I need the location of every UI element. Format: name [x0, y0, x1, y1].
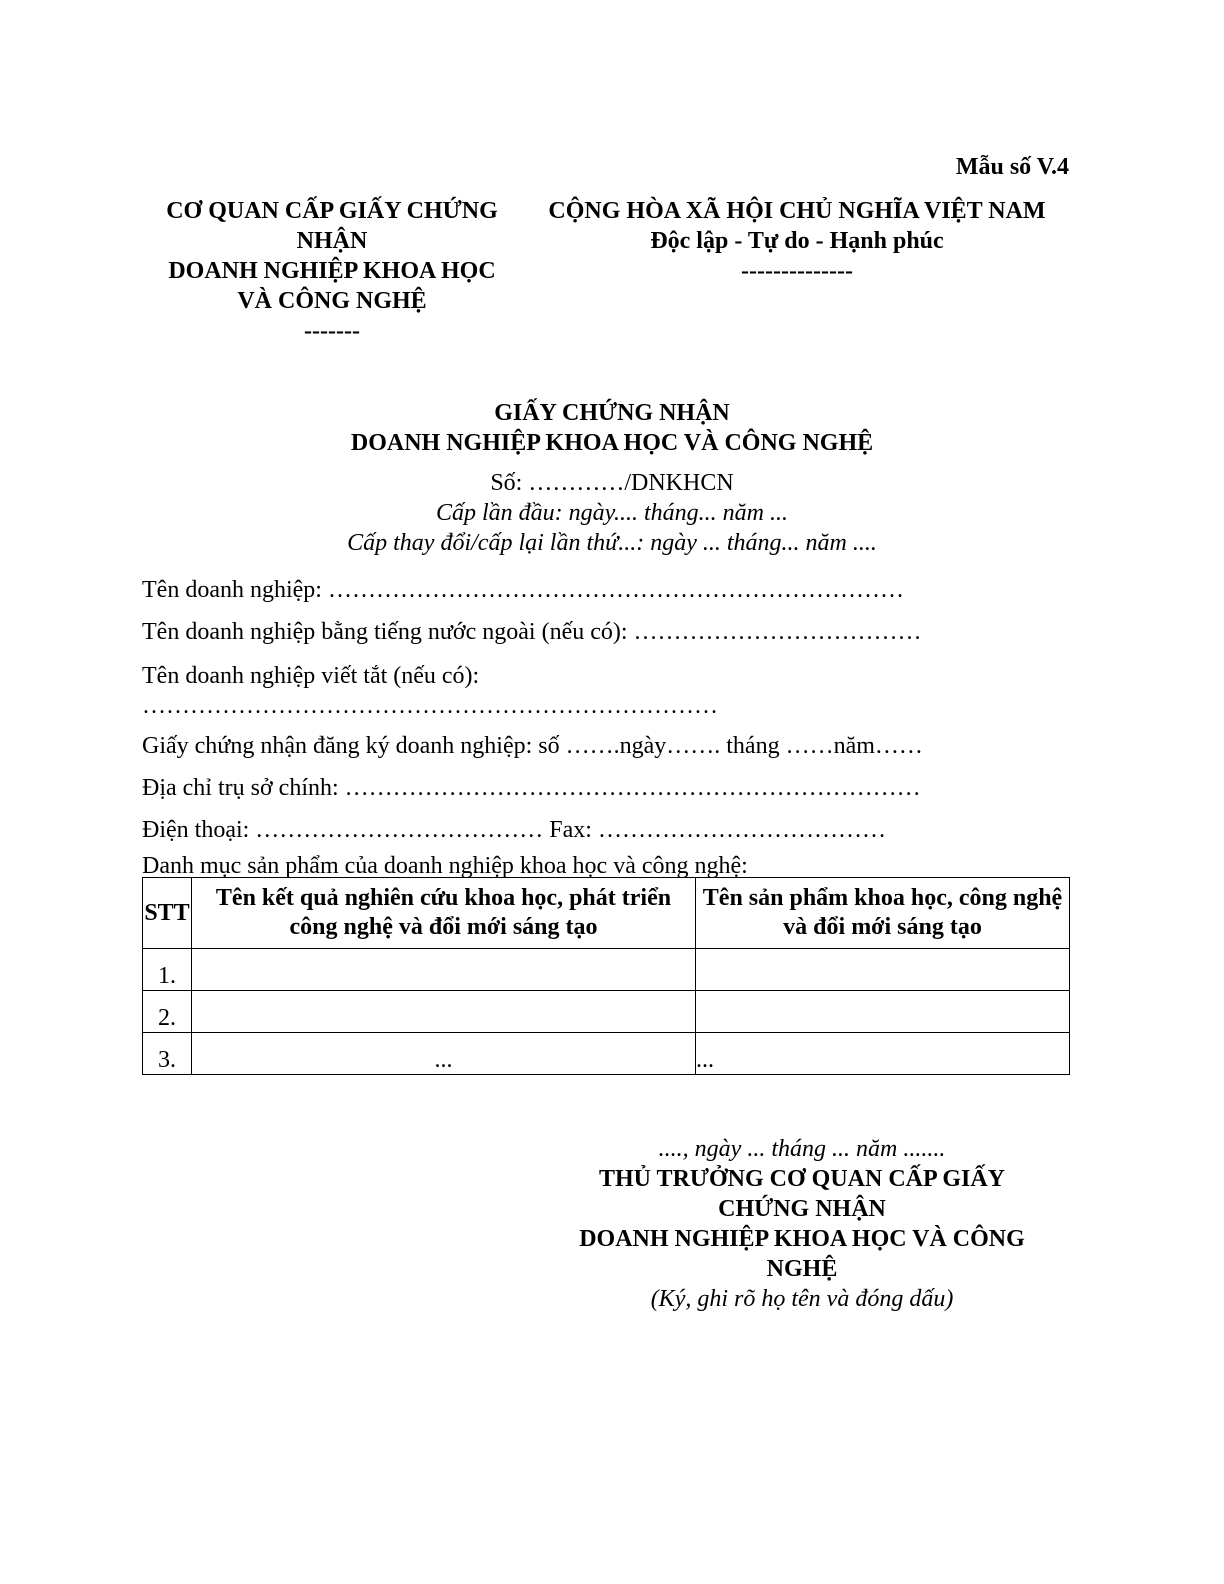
document-meta: [0, 468, 1224, 558]
row-research: ...: [192, 1033, 696, 1075]
row-product: [696, 991, 1070, 1033]
short-name-field: Tên doanh nghiệp viết tắt (nếu có):: [142, 663, 480, 689]
reissue-date: Cấp thay đổi/cấp lại lần thứ...: ngày ... tháng... năm ....: [347, 530, 877, 556]
row-stt: 3.: [143, 1033, 192, 1075]
registration-field: Giấy chứng nhận đăng ký doanh nghiệp: số …….ngày……. tháng ……năm……: [142, 733, 923, 759]
agency-line: CƠ QUAN CẤP GIẤY CHỨNG NHẬN: [166, 198, 498, 254]
agency-divider: -------: [304, 318, 360, 344]
signer-title-line: THỦ TRƯỞNG CƠ QUAN CẤP GIẤY: [598, 1166, 1006, 1192]
agency-line: DOANH NGHIỆP KHOA HỌC: [168, 258, 496, 284]
first-issue-date: Cấp lần đầu: ngày.... tháng... năm ...: [436, 500, 788, 526]
row-stt: 2.: [143, 991, 192, 1033]
signature-block: [552, 1134, 1052, 1314]
table-header-row: [143, 878, 1070, 949]
header-research: Tên kết quả nghiên cứu khoa học, phát triển công nghệ và đổi mới sáng tạo: [192, 878, 696, 949]
title-line-1: GIẤY CHỨNG NHẬN: [494, 400, 730, 426]
agency-line: VÀ CÔNG NGHỆ: [237, 288, 427, 314]
header-stt: STT: [143, 878, 192, 949]
form-number: Mẫu số V.4: [955, 154, 1069, 180]
row-product: ...: [696, 1033, 1070, 1075]
signer-title-line: NGHỆ: [766, 1256, 838, 1282]
phone-fax-field: Điện thoại: ……………………………… Fax: ………………………………: [142, 817, 886, 843]
table-row: [143, 991, 1070, 1033]
signer-title-line: DOANH NGHIỆP KHOA HỌC VÀ CÔNG: [579, 1226, 1025, 1252]
title-line-2: DOANH NGHIỆP KHOA HỌC VÀ CÔNG NGHỆ: [350, 430, 874, 456]
row-research: [192, 991, 696, 1033]
issuing-agency-header: [142, 196, 522, 346]
company-name-field: Tên doanh nghiệp: ………………………………………………………………: [142, 577, 904, 603]
document-title: [0, 398, 1224, 458]
row-product: [696, 949, 1070, 991]
row-research: [192, 949, 696, 991]
row-stt: 1.: [143, 949, 192, 991]
national-motto: Độc lập - Tự do - Hạnh phúc: [650, 228, 944, 254]
signature-date: ...., ngày ... tháng ... năm .......: [658, 1136, 946, 1162]
foreign-name-field: Tên doanh nghiệp bằng tiếng nước ngoài (nếu có): ………………………………: [142, 619, 922, 645]
product-table: [142, 877, 1070, 1075]
address-field: Địa chỉ trụ sở chính: ………………………………………………………………: [142, 775, 921, 801]
product-list-label: Danh mục sản phẩm của doanh nghiệp khoa học và công nghệ:: [142, 853, 748, 879]
table-row: [143, 949, 1070, 991]
republic-divider: --------------: [741, 258, 853, 284]
header-product: Tên sản phẩm khoa học, công nghệ và đổi mới sáng tạo: [696, 878, 1070, 949]
certificate-number: Số: …………/DNKHCN: [490, 470, 734, 496]
signature-note: (Ký, ghi rõ họ tên và đóng dấu): [650, 1286, 954, 1312]
signer-title-line: CHỨNG NHẬN: [718, 1196, 886, 1222]
table-row: [143, 1033, 1070, 1075]
national-header: [522, 196, 1072, 286]
republic-name: CỘNG HÒA XÃ HỘI CHỦ NGHĨA VIỆT NAM: [548, 198, 1046, 224]
short-name-dots: ………………………………………………………………: [142, 693, 718, 719]
company-fields: [142, 569, 1082, 881]
